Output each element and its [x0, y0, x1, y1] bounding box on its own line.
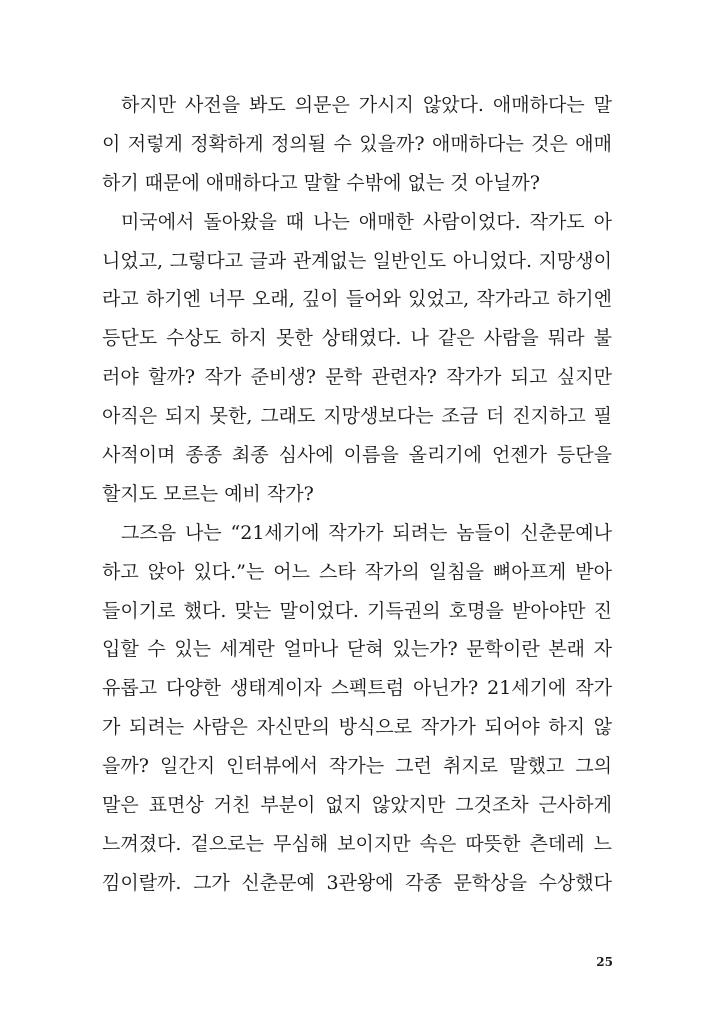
- text-line: 말은 표면상 거친 부분이 없지 않았지만 그것조차 근사하게: [102, 794, 612, 817]
- text-line: 등단도 수상도 하지 못한 상태였다. 나 같은 사람을 뭐라 불: [102, 327, 612, 350]
- text-line: 이 저렇게 정확하게 정의될 수 있을까? 애매하다는 것은 애매: [102, 132, 612, 155]
- text-line: 아직은 되지 못한, 그래도 지망생보다는 조금 더 진지하고 필: [102, 405, 612, 428]
- text-line: 들이기로 했다. 맞는 말이었다. 기득권의 호명을 받아야만 진: [102, 599, 612, 622]
- text-line: 가 되려는 사람은 자신만의 방식으로 작가가 되어야 하지 않: [102, 716, 612, 739]
- text-line: 낌이랄까. 그가 신춘문예 3관왕에 각종 문학상을 수상했다: [102, 871, 612, 894]
- text-line: 할지도 모르는 예비 작가?: [102, 482, 314, 505]
- text-line: 유롭고 다양한 생태계이자 스펙트럼 아닌가? 21세기에 작가: [102, 677, 612, 700]
- page-number: 25: [596, 955, 613, 969]
- text-line: 사적이며 종종 최종 심사에 이름을 올리기에 언젠가 등단을: [102, 444, 612, 467]
- text-line: 하기 때문에 애매하다고 말할 수밖에 없는 것 아닐까?: [102, 171, 540, 194]
- text-line: 느껴졌다. 겉으로는 무심해 보이지만 속은 따뜻한 츤데레 느: [102, 832, 612, 855]
- text-line: 러야 할까? 작가 준비생? 문학 관련자? 작가가 되고 싶지만: [102, 366, 612, 389]
- body-text: [102, 86, 612, 903]
- text-line: 입할 수 있는 세계란 얼마나 닫혀 있는가? 문학이란 본래 자: [102, 638, 612, 661]
- text-line: 하고 앉아 있다.”는 어느 스타 작가의 일침을 뼈아프게 받아: [102, 560, 612, 583]
- text-line: 하지만 사전을 봐도 의문은 가시지 않았다. 애매하다는 말: [121, 94, 612, 116]
- text-line: 니었고, 그렇다고 글과 관계없는 일반인도 아니었다. 지망생이: [102, 249, 612, 272]
- text-line: 미국에서 돌아왔을 때 나는 애매한 사람이었다. 작가도 아: [121, 210, 612, 233]
- text-line: 라고 하기엔 너무 오래, 깊이 들어와 있었고, 작가라고 하기엔: [102, 288, 612, 311]
- text-line: 을까? 일간지 인터뷰에서 작가는 그런 취지로 말했고 그의: [102, 755, 612, 778]
- text-line: 그즈음 나는 “21세기에 작가가 되려는 놈들이 신춘문예나: [121, 521, 612, 544]
